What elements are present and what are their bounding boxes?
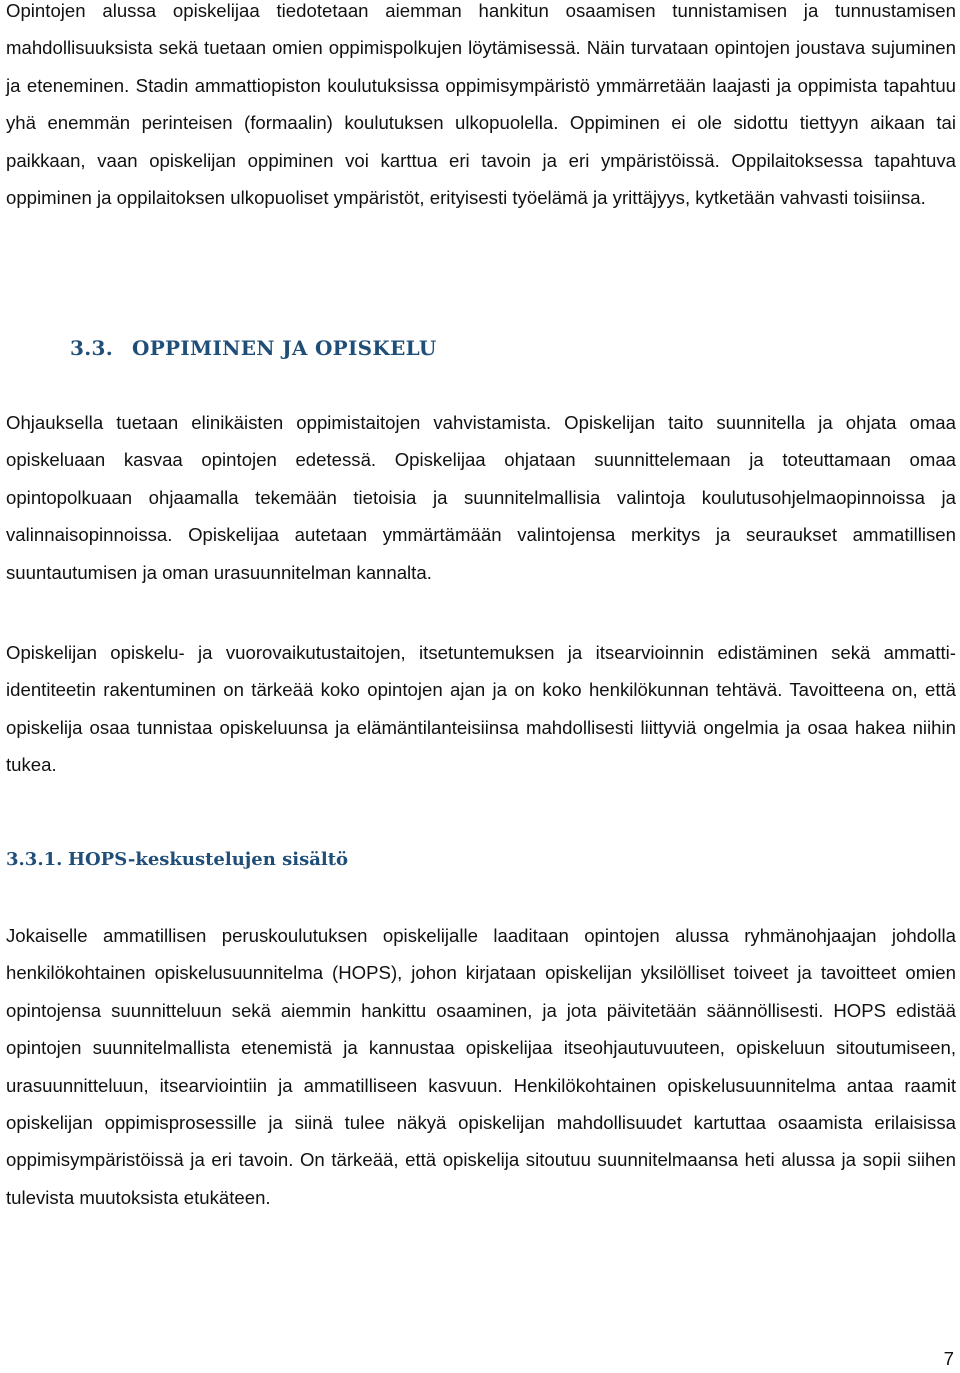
section-heading-3-3 — [70, 336, 437, 360]
subsection-number: 3.3.1. — [6, 849, 63, 870]
section-title: OPPIMINEN JA OPISKELU — [132, 336, 437, 360]
paragraph-guidance: Ohjauksella tuetaan elinikäisten oppimistaitojen vahvistamista. Opiskelijan taito suunnitella ja ohjata omaa opiskeluaan kasvaa opintojen edetessä. Opiskelijaa ohjataan suunnittelemaan ja toteuttamaan omaa opintopolkuaan ohjaamalla tekemään tietoisia ja suunnitelmallisia valintoja koulutusohjelmaopinnoissa ja valinnaisopinnoissa. Opiskelijaa autetaan ymmärtämään valintojensa merkitys ja seuraukset ammatillisen suuntautumisen ja oman urasuunnitelman kannalta. — [6, 412, 956, 583]
paragraph-study-skills: Opiskelijan opiskelu- ja vuorovaikutustaitojen, itsetuntemuksen ja itsearvioinnin edistäminen sekä ammatti-identiteetin rakentuminen on tärkeää koko opintojen ajan ja on koko henkilökunnan tehtävä. Tavoitteena on, että opiskelija osaa tunnistaa opiskeluunsa ja elämäntilanteisiinsa mahdollisesti liittyviä ongelmia ja osaa hakea niihin tukea. — [6, 642, 956, 776]
subsection-title: HOPS-keskustelujen sisältö — [68, 849, 349, 870]
section-number: 3.3. — [70, 336, 113, 360]
paragraph-hops: Jokaiselle ammatillisen peruskoulutuksen opiskelijalle laaditaan opintojen alussa ryhmänohjaajan johdolla henkilökohtainen opiskelusuunnitelma (HOPS), johon kirjataan opiskelijan yksilölliset toiveet ja tavoitteet omien opintojensa suunnitteluun sekä aiemmin hankittu osaaminen, ja jota päivitetään säännöllisesti. HOPS edistää opintojen suunnitelmallista etenemistä ja kannustaa opiskelijaa itseohjautuvuuteen, opiskeluun sitoutumiseen, urasuunnitteluun, itsearviointiin ja ammatilliseen kasvuun. Henkilökohtainen opiskelusuunnitelma antaa raamit opiskelijan oppimisprosessille ja siinä tulee näkyä opiskelijan mahdollisuudet kartuttaa osaamista erilaisissa oppimisympäristöissä ja eri tavoin. On tärkeää, että opiskelija sitoutuu suunnitelmaansa heti alussa ja sopii siihen tulevista muutoksista etukäteen. — [6, 925, 956, 1208]
section-heading-3-3-1 — [6, 849, 348, 870]
paragraph-recognition-of-prior-learning: Opintojen alussa opiskelijaa tiedotetaan aiemman hankitun osaamisen tunnistamisen ja tunnustamisen mahdollisuuksista sekä tuetaan omien oppimispolkujen löytämisessä. Näin turvataan opintojen joustava sujuminen ja eteneminen. Stadin ammattiopiston koulutuksissa oppimisympäristö ymmärretään laajasti ja oppimista tapahtuu yhä enemmän perinteisen (formaalin) koulutuksen ulkopuolella. Oppiminen ei ole sidottu tiettyyn aikaan tai paikkaan, vaan opiskelijan oppiminen voi karttua eri tavoin ja eri ympäristöissä. Oppilaitoksessa tapahtuva oppiminen ja oppilaitoksen ulkopuoliset ympäristöt, erityisesti työelämä ja yrittäjyys, kytketään vahvasti toisiinsa. — [6, 0, 956, 209]
page-number: 7 — [943, 1348, 954, 1369]
